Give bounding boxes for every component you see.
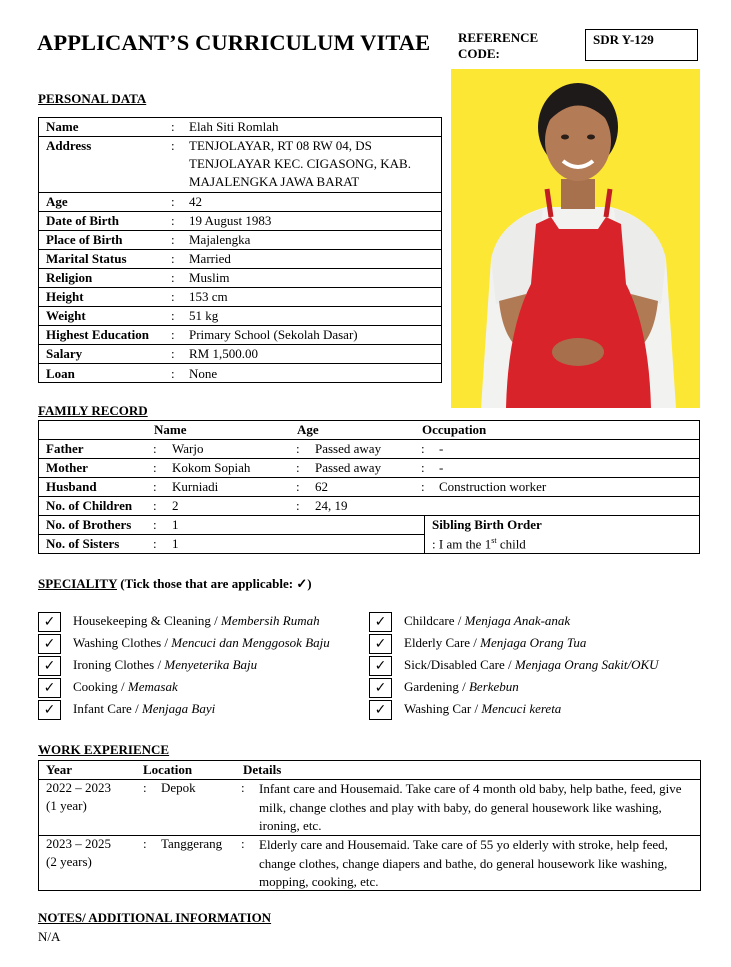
- table-row: [39, 288, 441, 307]
- speciality-ms: Memasak: [127, 679, 178, 694]
- table-row: [39, 440, 699, 459]
- colon: :: [171, 232, 175, 247]
- member-age: 62: [315, 479, 328, 494]
- field-label-name: Name: [46, 119, 79, 134]
- checkbox-gardening[interactable]: ✓: [369, 678, 392, 698]
- notes-text: N/A: [38, 929, 61, 944]
- sibling-order-prefix: : I am the 1: [432, 536, 492, 552]
- column-header-location: Location: [143, 762, 193, 777]
- speciality-instruction: (Tick those that are applicable: ✓): [116, 576, 312, 591]
- speciality-item: [73, 701, 215, 717]
- column-header-occupation: Occupation: [422, 422, 487, 437]
- colon: :: [241, 836, 245, 851]
- checkbox-housekeeping[interactable]: ✓: [38, 612, 61, 632]
- family-record-heading: FAMILY RECORD: [38, 403, 148, 418]
- work-year: 2023 – 2025: [46, 836, 111, 851]
- table-row: [39, 364, 441, 383]
- checkbox-infant-care[interactable]: ✓: [38, 700, 61, 720]
- field-value-religion: Muslim: [189, 270, 230, 285]
- speciality-ms: Menjaga Orang Tua: [480, 635, 587, 650]
- field-value-weight: 51 kg: [189, 308, 219, 323]
- colon: :: [296, 460, 300, 475]
- colon: :: [421, 460, 425, 475]
- colon: :: [171, 194, 175, 209]
- personal-data-table: [38, 117, 442, 383]
- sibling-order-title: Sibling Birth Order: [432, 517, 542, 532]
- checkbox-childcare[interactable]: ✓: [369, 612, 392, 632]
- speciality-ms: Membersih Rumah: [221, 613, 320, 628]
- work-details: Infant care and Housemaid. Take care of 4 month old baby, help bathe, feed, give milk, change clothes and play with baby, do general housework like washing, ironing, etc.: [259, 781, 682, 833]
- colon: :: [171, 138, 175, 153]
- speciality-en: Washing Car /: [404, 701, 482, 716]
- member-name: Kokom Sopiah: [172, 460, 251, 475]
- colon: :: [171, 327, 175, 342]
- field-value-age: 42: [189, 194, 202, 209]
- divider: [424, 516, 425, 554]
- colon: :: [171, 346, 175, 361]
- member-name: Warjo: [172, 441, 204, 456]
- field-value-loan: None: [189, 366, 218, 381]
- speciality-item: [73, 657, 257, 673]
- colon: :: [296, 479, 300, 494]
- speciality-item: [404, 613, 570, 629]
- brothers-count: 1: [172, 517, 179, 532]
- address-line-2: TENJOLAYAR KEC. CIGASONG, KAB.: [189, 156, 411, 171]
- table-row: [39, 250, 441, 269]
- table-row: [39, 345, 441, 364]
- member-age: Passed away: [315, 441, 382, 456]
- colon: :: [153, 536, 157, 551]
- work-experience-table: [38, 760, 701, 891]
- member-occupation: -: [439, 460, 444, 475]
- member-occupation: -: [439, 441, 444, 456]
- address-line-1: TENJOLAYAR, RT 08 RW 04, DS: [189, 138, 372, 153]
- table-row: [39, 836, 700, 891]
- speciality-item: [73, 635, 330, 651]
- colon: :: [171, 251, 175, 266]
- checkbox-washing-car[interactable]: ✓: [369, 700, 392, 720]
- speciality-en: Childcare /: [404, 613, 465, 628]
- speciality-en: Sick/Disabled Care /: [404, 657, 515, 672]
- checkbox-ironing[interactable]: ✓: [38, 656, 61, 676]
- field-label-marital: Marital Status: [46, 251, 127, 266]
- table-row: [39, 326, 441, 345]
- colon: :: [171, 119, 175, 134]
- speciality-heading: [38, 576, 312, 592]
- children-count: 2: [172, 498, 179, 513]
- column-header-name: Name: [154, 422, 187, 437]
- reference-code-box: SDR Y-129: [585, 29, 698, 61]
- speciality-item: [404, 679, 519, 695]
- notes-heading: NOTES/ ADDITIONAL INFORMATION: [38, 910, 272, 925]
- field-value-marital: Married: [189, 251, 231, 266]
- colon: :: [153, 441, 157, 456]
- colon: :: [171, 366, 175, 381]
- speciality-title: SPECIALITY: [38, 576, 117, 591]
- field-value-name: Elah Siti Romlah: [189, 119, 279, 134]
- document-title: APPLICANT’S CURRICULUM VITAE: [37, 30, 431, 55]
- colon: :: [171, 289, 175, 304]
- reference-code-label: REFERENCE CODE:: [458, 30, 539, 61]
- speciality-ms: Menjaga Anak-anak: [464, 613, 571, 628]
- speciality-en: Housekeeping & Cleaning /: [73, 613, 222, 628]
- field-label-dob: Date of Birth: [46, 213, 119, 228]
- checkbox-sick-care[interactable]: ✓: [369, 656, 392, 676]
- table-row: [39, 497, 699, 516]
- colon: :: [143, 836, 147, 851]
- field-value-pob: Majalengka: [189, 232, 251, 247]
- colon: :: [296, 498, 300, 513]
- field-label-religion: Religion: [46, 270, 93, 285]
- sibling-order-value: [432, 536, 526, 552]
- work-duration: (1 year): [46, 798, 87, 813]
- applicant-portrait-illustration: [451, 69, 700, 408]
- speciality-ms: Mencuci dan Menggosok Baju: [171, 635, 330, 650]
- brothers-label: No. of Brothers: [46, 517, 132, 532]
- speciality-en: Infant Care /: [73, 701, 142, 716]
- member-occupation: Construction worker: [439, 479, 547, 494]
- speciality-ms: Menjaga Orang Sakit/OKU: [514, 657, 659, 672]
- speciality-item: [404, 701, 561, 717]
- table-row: [39, 193, 441, 212]
- colon: :: [171, 308, 175, 323]
- checkbox-cooking[interactable]: ✓: [38, 678, 61, 698]
- member-age: Passed away: [315, 460, 382, 475]
- field-value-dob: 19 August 1983: [189, 213, 272, 228]
- colon: :: [153, 460, 157, 475]
- table-row: [39, 535, 425, 553]
- sibling-order-sup: st: [491, 536, 497, 545]
- relation-label: Father: [46, 441, 84, 456]
- speciality-item: [404, 635, 586, 651]
- colon: :: [153, 517, 157, 532]
- colon: :: [241, 780, 245, 795]
- speciality-ms: Berkebun: [468, 679, 519, 694]
- personal-data-heading: PERSONAL DATA: [38, 91, 147, 106]
- table-row: [39, 780, 700, 836]
- speciality-item: [404, 657, 659, 673]
- work-location: Depok: [161, 780, 196, 795]
- field-label-pob: Place of Birth: [46, 232, 123, 247]
- speciality-ms: Menyeterika Baju: [164, 657, 258, 672]
- speciality-ms: Menjaga Bayi: [141, 701, 216, 716]
- speciality-en: Elderly Care /: [404, 635, 481, 650]
- table-row: [39, 118, 441, 137]
- column-header-year: Year: [46, 762, 72, 777]
- field-value-height: 153 cm: [189, 289, 228, 304]
- work-duration: (2 years): [46, 854, 92, 869]
- field-label-loan: Loan: [46, 366, 75, 381]
- table-row: [39, 137, 441, 193]
- table-row: [39, 307, 441, 326]
- colon: :: [296, 441, 300, 456]
- checkbox-elderly-care[interactable]: ✓: [369, 634, 392, 654]
- field-label-weight: Weight: [46, 308, 86, 323]
- field-label-height: Height: [46, 289, 84, 304]
- member-name: Kurniadi: [172, 479, 219, 494]
- sibling-order-suffix: child: [496, 536, 526, 552]
- colon: :: [171, 213, 175, 228]
- colon: :: [143, 780, 147, 795]
- work-details: Elderly care and Housemaid. Take care of 55 yo elderly with stroke, help feed, change clothes, change diapers and bathe, do general housework like washing, mopping, cooking, etc.: [259, 837, 668, 889]
- table-row: [39, 212, 441, 231]
- column-header-details: Details: [243, 762, 282, 777]
- colon: :: [421, 479, 425, 494]
- checkbox-washing-clothes[interactable]: ✓: [38, 634, 61, 654]
- speciality-item: [73, 613, 320, 629]
- speciality-en: Ironing Clothes /: [73, 657, 165, 672]
- table-row: [39, 478, 699, 497]
- table-row: [39, 516, 425, 535]
- colon: :: [153, 479, 157, 494]
- relation-label: Mother: [46, 460, 88, 475]
- table-header-row: [39, 421, 699, 440]
- table-row: [39, 269, 441, 288]
- table-row: [39, 231, 441, 250]
- relation-label: Husband: [46, 479, 97, 494]
- field-label-education: Highest Education: [46, 327, 149, 342]
- colon: :: [421, 441, 425, 456]
- table-header-row: [39, 761, 700, 780]
- speciality-en: Washing Clothes /: [73, 635, 172, 650]
- family-record-table: [38, 420, 700, 554]
- work-year: 2022 – 2023: [46, 780, 111, 795]
- field-label-salary: Salary: [46, 346, 83, 361]
- colon: :: [171, 270, 175, 285]
- field-value-education: Primary School (Sekolah Dasar): [189, 327, 358, 342]
- sisters-count: 1: [172, 536, 179, 551]
- speciality-en: Gardening /: [404, 679, 469, 694]
- field-label-address: Address: [46, 138, 92, 153]
- speciality-item: [73, 679, 178, 695]
- work-location: Tanggerang: [161, 836, 223, 851]
- column-header-age: Age: [297, 422, 319, 437]
- relation-label: No. of Children: [46, 498, 133, 513]
- field-label-age: Age: [46, 194, 68, 209]
- field-value-salary: RM 1,500.00: [189, 346, 258, 361]
- children-ages: 24, 19: [315, 498, 348, 513]
- sisters-label: No. of Sisters: [46, 536, 120, 551]
- speciality-ms: Mencuci kereta: [481, 701, 562, 716]
- colon: :: [153, 498, 157, 513]
- work-experience-heading: WORK EXPERIENCE: [38, 742, 170, 757]
- address-line-3: MAJALENGKA JAWA BARAT: [189, 174, 360, 189]
- speciality-en: Cooking /: [73, 679, 128, 694]
- applicant-photo: [451, 69, 700, 408]
- table-row: [39, 459, 699, 478]
